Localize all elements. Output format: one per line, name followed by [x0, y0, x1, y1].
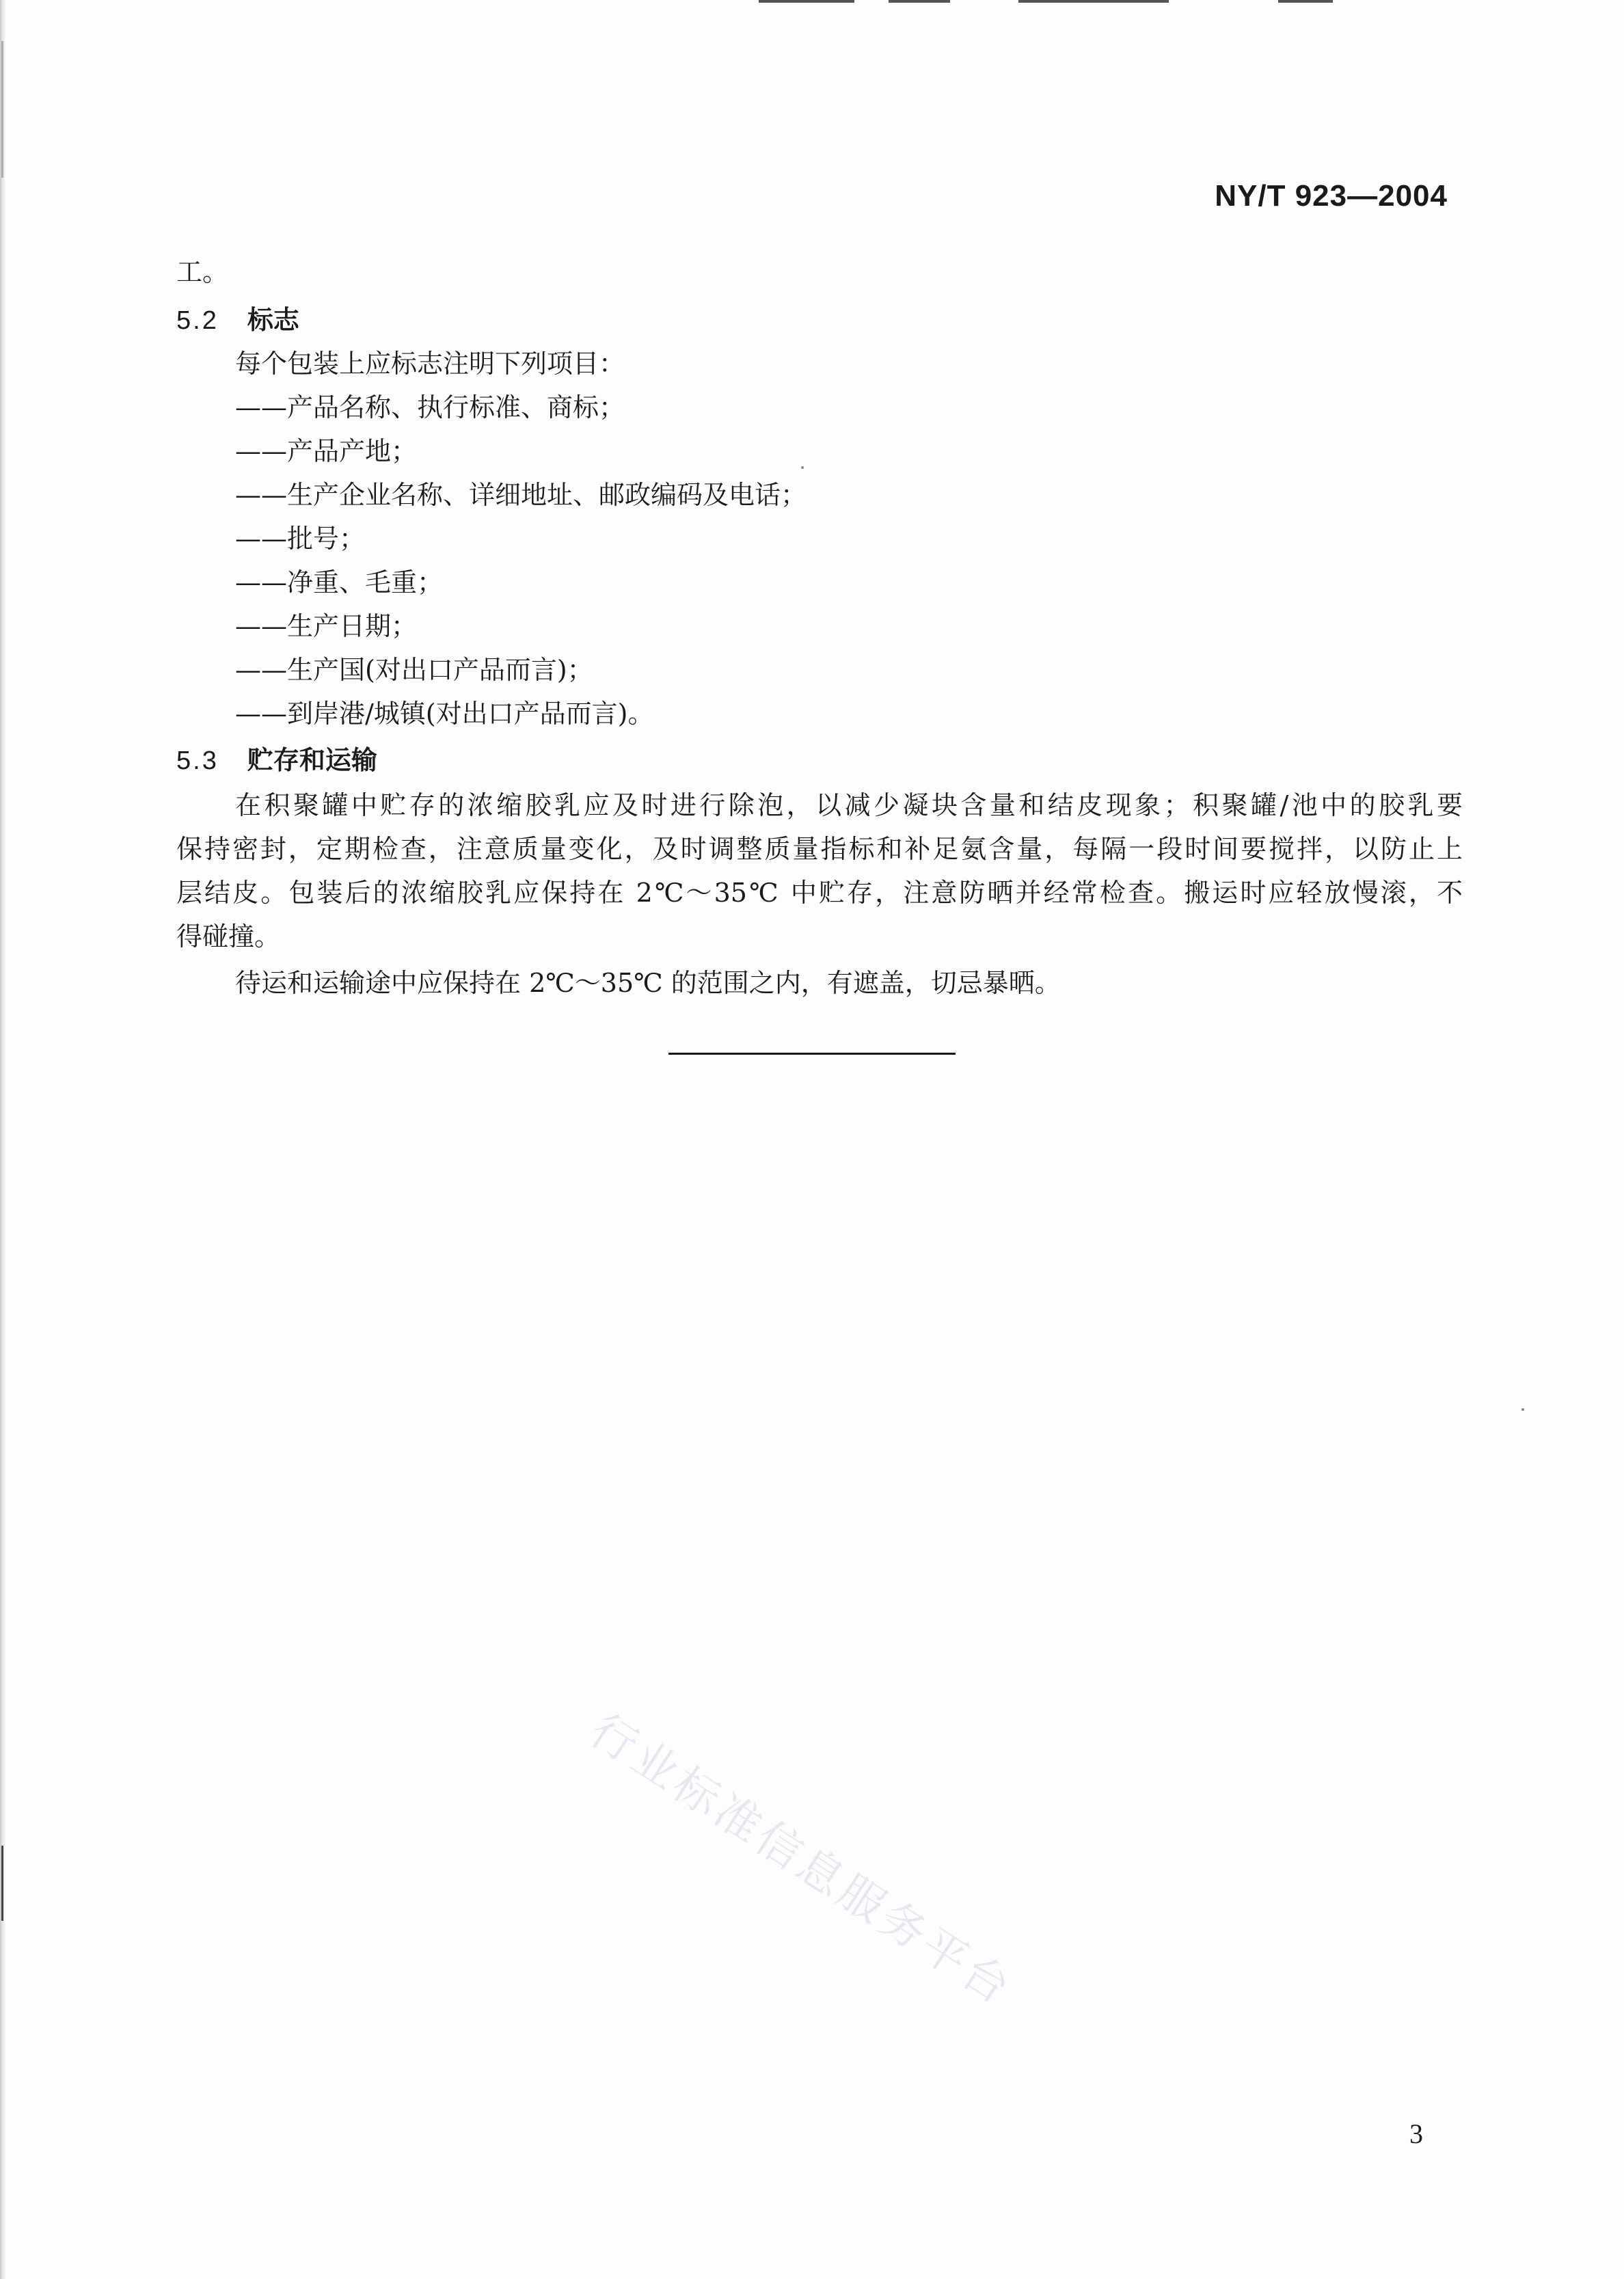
list-item: ——到岸港/城镇(对出口产品而言)。: [235, 699, 654, 729]
section-title: 标志: [247, 306, 299, 335]
list-item: ——产品产地；: [235, 436, 418, 466]
end-of-standard-rule: [668, 1053, 956, 1055]
section-number: 5.3: [176, 746, 219, 775]
list-item: ——批号；: [235, 524, 366, 554]
list-item: ——净重、毛重；: [235, 567, 444, 597]
scan-mark: [1, 41, 3, 178]
standard-code: NY/T 923—2004: [1215, 179, 1448, 213]
list-item: ——生产国(对出口产品而言)；: [235, 655, 593, 685]
section-number: 5.2: [176, 306, 219, 335]
scan-left-edge: [0, 0, 5, 2279]
scan-mark: [1, 1846, 3, 1921]
section-heading-5-2: [176, 299, 299, 341]
section-intro: 每个包装上应标志注明下列项目：: [235, 349, 625, 379]
scan-top-dash: [889, 0, 950, 3]
scan-speck: [801, 466, 804, 469]
section-title: 贮存和运输: [247, 746, 377, 775]
list-item: ——生产企业名称、详细地址、邮政编码及电话；: [235, 480, 807, 510]
section-heading-5-3: [176, 740, 377, 781]
page-number: 3: [1409, 2118, 1423, 2149]
scan-top-dash: [1018, 0, 1169, 3]
paragraph: 待运和运输途中应保持在 2℃～35℃ 的范围之内，有遮盖，切忌暴晒。: [235, 968, 1061, 998]
paragraph-line: 得碰撞。: [176, 921, 281, 952]
list-item: ——生产日期；: [235, 611, 418, 641]
scan-top-dash: [1278, 0, 1333, 3]
scan-speck: [1521, 1408, 1524, 1411]
paragraph-line: 在积聚罐中贮存的浓缩胶乳应及时进行除泡，以减少凝块含量和结皮现象；积聚罐/池中的胶乳要: [235, 790, 1463, 820]
watermark: 行业标准信息服务平台: [580, 1703, 1023, 2017]
scan-top-dash: [759, 0, 854, 3]
paragraph-line: 保持密封，定期检查，注意质量变化，及时调整质量指标和补足氨含量，每隔一段时间要搅拌，以防止上: [176, 834, 1463, 864]
continuation-text: 工。: [176, 257, 229, 287]
paragraph-line: 层结皮。包装后的浓缩胶乳应保持在 2℃～35℃ 中贮存，注意防晒并经常检查。搬运时应轻放慢滚，不: [176, 878, 1463, 908]
list-item: ——产品名称、执行标准、商标；: [235, 392, 625, 422]
